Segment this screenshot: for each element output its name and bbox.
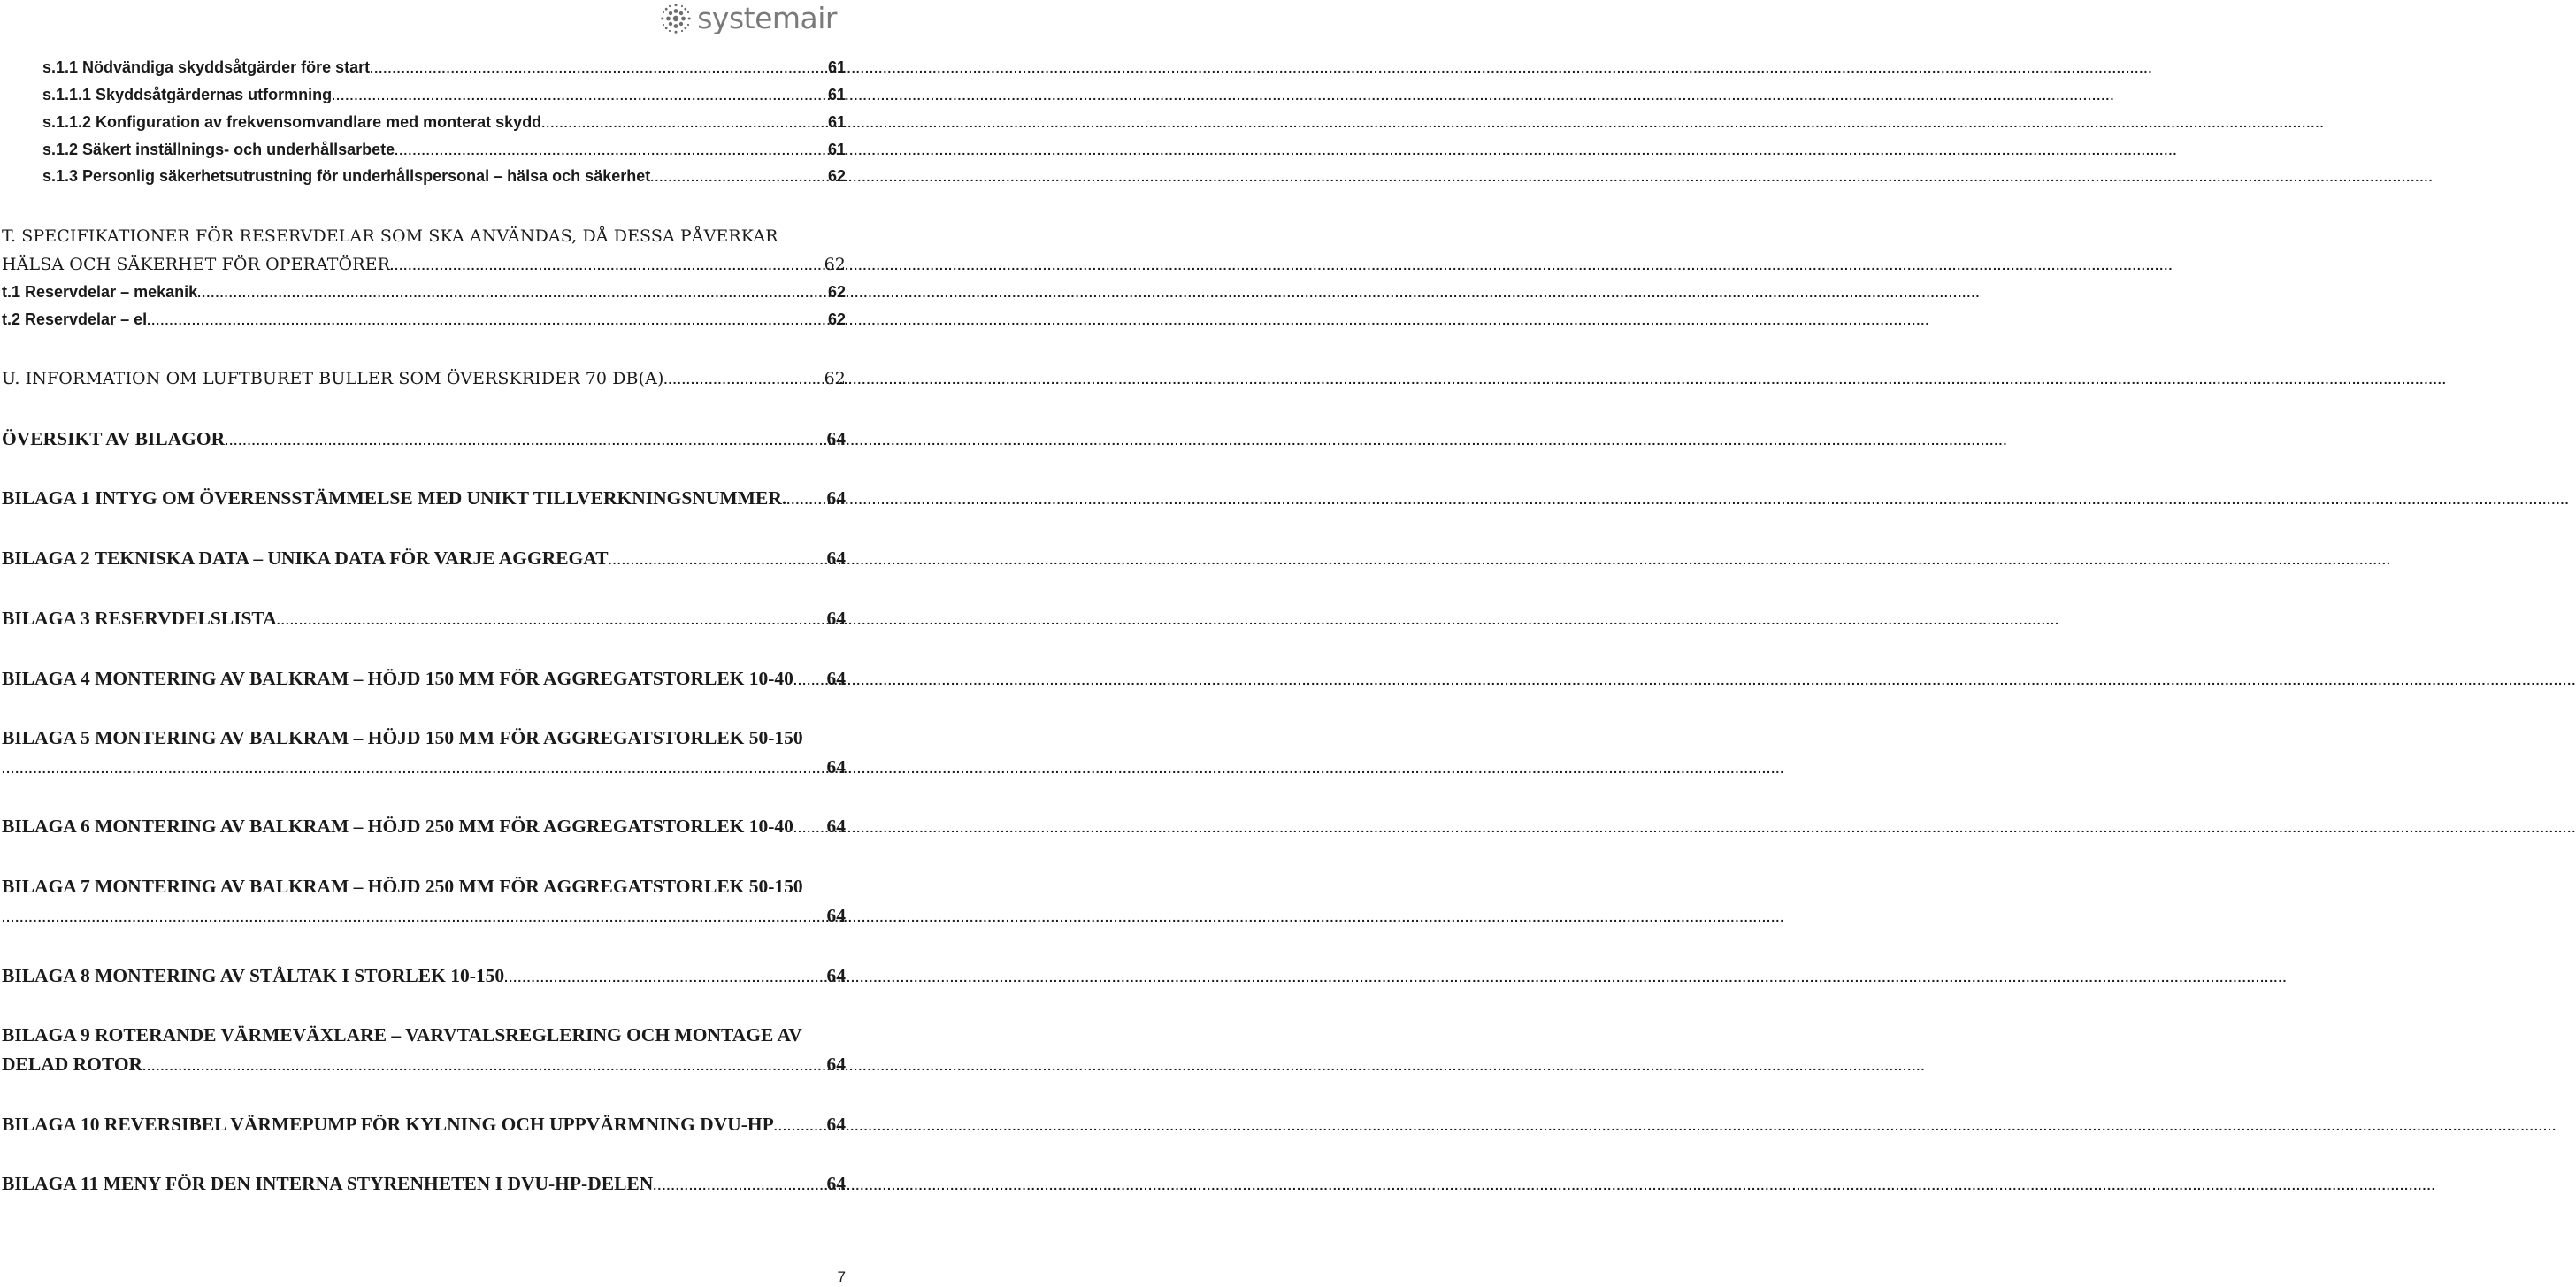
toc-entry-page: 64 bbox=[826, 816, 846, 837]
toc-entry-page: 61 bbox=[827, 58, 846, 76]
toc-section-title-cont: HÄLSA OCH SÄKERHET FÖR OPERATÖRER bbox=[2, 255, 391, 274]
toc-appendix-title: ÖVERSIKT AV BILAGOR bbox=[2, 428, 226, 449]
toc-appendix-title[interactable]: BILAGA 7 MONTERING AV BALKRAM – HÖJD 250 MM FÖR AGGREGATSTORLEK 50-150 bbox=[2, 876, 803, 897]
systemair-dots-logo-icon bbox=[660, 3, 692, 34]
toc-entry-title: t.2 Reservdelar – el bbox=[2, 310, 148, 328]
systemair-logo bbox=[660, 0, 837, 37]
dot-leader bbox=[390, 258, 823, 272]
toc-entry-page: 61 bbox=[827, 141, 846, 158]
page-number: 7 bbox=[837, 1268, 846, 1285]
toc-entry-page: 64 bbox=[826, 548, 846, 569]
toc-appendix-title-cont: DELAD ROTOR bbox=[2, 1053, 143, 1075]
toc-appendix-entry[interactable] bbox=[2, 548, 846, 570]
toc-appendix-title: BILAGA 10 REVERSIBEL VÄRMEPUMP FÖR KYLNING OCH UPPVÄRMNING DVU-HP bbox=[2, 1114, 774, 1135]
toc-appendix-title: BILAGA 8 MONTERING AV STÅLTAK I STORLEK 10-150 bbox=[2, 965, 505, 986]
dot-leader bbox=[370, 61, 828, 75]
toc-entry-page: 64 bbox=[826, 965, 846, 986]
toc-entry-page: 64 bbox=[826, 487, 846, 509]
toc-entry[interactable] bbox=[42, 58, 846, 77]
toc-appendix-entry[interactable] bbox=[2, 1053, 846, 1076]
toc-appendix-entry[interactable] bbox=[2, 668, 846, 690]
dot-leader bbox=[332, 88, 828, 103]
toc-entry-page: 64 bbox=[826, 1173, 846, 1194]
toc-entry[interactable] bbox=[42, 141, 846, 159]
toc-appendix-entry[interactable] bbox=[2, 905, 846, 927]
toc-section-title[interactable]: T. SPECIFIKATIONER FÖR RESERVDELAR SOM SKA ANVÄNDAS, DÅ DESSA PÅVERKAR bbox=[2, 226, 778, 246]
toc-appendix-title: BILAGA 4 MONTERING AV BALKRAM – HÖJD 150 MM FÖR AGGREGATSTORLEK 10-40 bbox=[2, 668, 794, 689]
dot-leader bbox=[794, 673, 824, 687]
toc-appendix-title: BILAGA 11 MENY FÖR DEN INTERNA STYRENHETEN I DVU-HP-DELEN bbox=[2, 1173, 654, 1194]
dot-leader bbox=[541, 116, 828, 130]
dot-leader bbox=[142, 1059, 824, 1073]
toc-appendix-entry[interactable] bbox=[2, 608, 846, 630]
toc-entry-page: 62 bbox=[827, 167, 846, 185]
dot-leader bbox=[504, 970, 824, 984]
toc-entry-page: 64 bbox=[826, 905, 846, 926]
toc-entry[interactable] bbox=[42, 113, 846, 132]
toc-entry-page: 61 bbox=[827, 86, 846, 103]
toc-entry-page: 64 bbox=[826, 756, 846, 778]
toc-entry-page: 62 bbox=[824, 255, 846, 274]
dot-leader bbox=[147, 313, 828, 327]
dot-leader bbox=[277, 613, 824, 627]
toc-appendix-entry[interactable] bbox=[2, 428, 846, 450]
toc-entry-page: 62 bbox=[827, 310, 846, 328]
toc-appendix-title: BILAGA 3 RESERVDELSLISTA bbox=[2, 608, 277, 629]
dot-leader bbox=[653, 1178, 824, 1192]
toc-section-entry[interactable] bbox=[2, 369, 846, 388]
dot-leader bbox=[786, 493, 824, 507]
logo-wordmark: systemair bbox=[697, 0, 837, 35]
toc-appendix-title: BILAGA 1 INTYG OM ÖVERENSSTÄMMELSE MED UNIKT TILLVERKNINGSNUMMER. bbox=[2, 487, 787, 509]
toc-entry-title: s.1.1 Nödvändiga skyddsåtgärder före start bbox=[42, 58, 371, 76]
toc-appendix-entry[interactable] bbox=[2, 1114, 846, 1136]
toc-entry-title: s.1.3 Personlig säkerhetsutrustning för underhållspersonal – hälsa och säkerhet bbox=[42, 167, 651, 185]
toc-entry-page: 64 bbox=[826, 1114, 846, 1135]
toc-section-entry[interactable] bbox=[2, 255, 846, 274]
toc-entry-title: s.1.1.2 Konfiguration av frekvensomvandlare med monterat skydd bbox=[42, 113, 542, 131]
dot-leader bbox=[225, 433, 824, 448]
toc-appendix-entry[interactable] bbox=[2, 965, 846, 987]
dot-leader bbox=[197, 286, 828, 300]
toc-entry[interactable] bbox=[2, 310, 846, 329]
toc-entry-title: s.1.1.1 Skyddsåtgärdernas utformning bbox=[42, 86, 333, 103]
toc-appendix-title: BILAGA 6 MONTERING AV BALKRAM – HÖJD 250 MM FÖR AGGREGATSTORLEK 10-40 bbox=[2, 816, 794, 837]
toc-entry-title: s.1.2 Säkert inställnings- och underhållsarbete bbox=[42, 141, 395, 158]
toc-entry-page: 62 bbox=[827, 283, 846, 301]
toc-section-title: U. INFORMATION OM LUFTBURET BULLER SOM ÖVERSKRIDER 70 DB(A) bbox=[2, 369, 664, 388]
toc-appendix-title[interactable]: BILAGA 5 MONTERING AV BALKRAM – HÖJD 150 MM FÖR AGGREGATSTORLEK 50-150 bbox=[2, 727, 803, 748]
toc-entry-page: 64 bbox=[826, 668, 846, 689]
toc-appendix-entry[interactable] bbox=[2, 756, 846, 778]
dot-leader bbox=[395, 143, 828, 157]
toc-appendix-entry[interactable] bbox=[2, 816, 846, 838]
toc-entry[interactable] bbox=[42, 167, 846, 186]
toc-entry-page: 64 bbox=[826, 1053, 846, 1075]
dot-leader bbox=[774, 1119, 824, 1133]
toc-appendix-title: BILAGA 2 TEKNISKA DATA – UNIKA DATA FÖR VARJE AGGREGAT bbox=[2, 548, 609, 569]
toc-appendix-entry[interactable] bbox=[2, 487, 846, 509]
toc-entry-page: 61 bbox=[827, 113, 846, 131]
toc-entry-page: 62 bbox=[824, 369, 846, 388]
dot-leader bbox=[794, 821, 824, 835]
dot-leader bbox=[2, 910, 824, 924]
toc-entry-page: 64 bbox=[826, 428, 846, 449]
dot-leader bbox=[609, 553, 824, 567]
toc-entry[interactable] bbox=[42, 86, 846, 104]
toc-appendix-title[interactable]: BILAGA 9 ROTERANDE VÄRMEVÄXLARE – VARVTALSREGLERING OCH MONTAGE AV bbox=[2, 1024, 802, 1046]
toc-appendix-entry[interactable] bbox=[2, 1173, 846, 1195]
dot-leader bbox=[663, 372, 822, 387]
toc-entry[interactable] bbox=[2, 283, 846, 302]
dot-leader bbox=[2, 762, 824, 776]
toc-entry-title: t.1 Reservdelar – mekanik bbox=[2, 283, 198, 301]
dot-leader bbox=[650, 170, 828, 184]
toc-entry-page: 64 bbox=[826, 608, 846, 629]
